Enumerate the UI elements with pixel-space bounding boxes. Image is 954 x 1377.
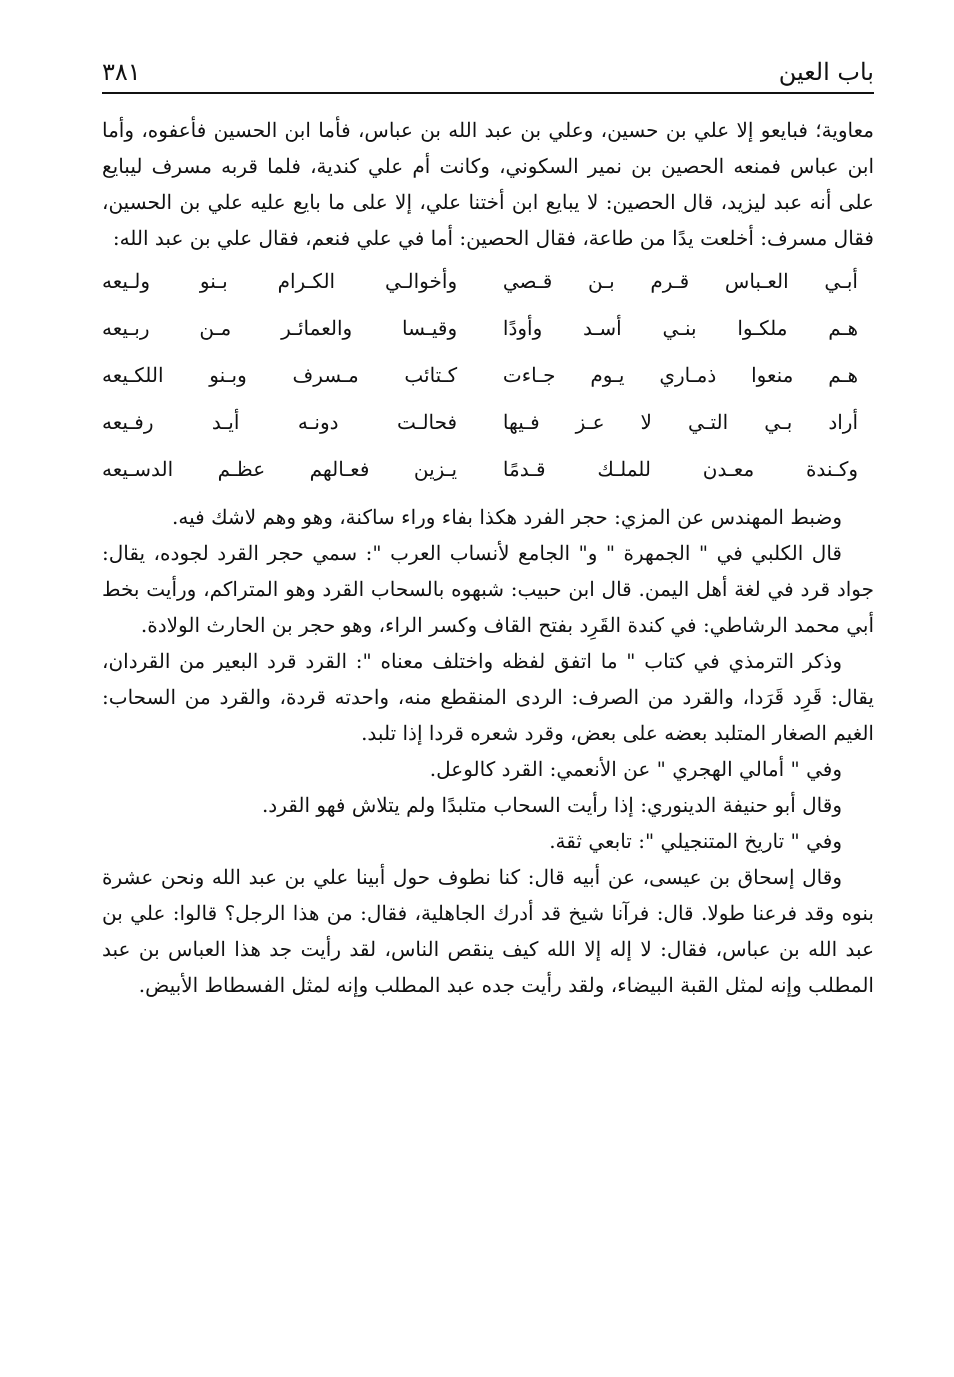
page-header: [102, 52, 874, 94]
chapter-title: باب العين: [778, 58, 874, 86]
page-number: ٣٨١: [102, 58, 141, 86]
verse-second-hemistich: يـزين فعـالهم عظـم الدسـيعه: [102, 457, 458, 481]
verse-second-hemistich: كـتائب مـسرف وبـنو اللكـيعه: [102, 363, 458, 387]
verse-second-hemistich: وقيـسا والعمائـر مـن ربـيعه: [102, 316, 458, 340]
verse-first-hemistich: هـم ملكـوا بنـي أسـد وأودًا: [502, 316, 858, 340]
paragraph: وذكر الترمذي في كتاب " ما اتفق لفظه واختلف معناه ": القرد قرد البعير من القردان، يقال: قَرِد قَرَدا، والقرد من الصرف: الردى المنقطع منه، واحدته قردة، والقرد من السحاب: الغيم الصغار المتلبد بعضه على بعض، وقرد شعره قردا إذا تلبد.: [102, 649, 874, 745]
poem-verse: [102, 446, 874, 493]
verse-first-hemistich: أبـي العـباس قـرم بـن قـصي: [502, 269, 858, 293]
verse-second-hemistich: وأخوالـي الكـرام بـنو ولـيعه: [102, 269, 458, 293]
verse-first-hemistich: وكـندة معـدن للملـك قـدمًا: [502, 457, 858, 481]
poem-verse: [102, 399, 874, 446]
paragraph: قال الكلبي في " الجمهرة " و" الجامع لأنساب العرب ": سمي حجر القرد لجوده، يقال: جواد قرد في لغة أهل اليمن. قال ابن حبيب: شبهوه بالسحاب القرد وهو المتراكم، ورأيت بخط أبي محمد الرشاطي: في كندة القَرِد بفتح القاف وكسر الراء، وهو حجر بن الحارث الولادة.: [102, 541, 874, 637]
page-body: [102, 112, 874, 1003]
verse-first-hemistich: هـم منعوا ذمـاري يـوم جـاءت: [502, 363, 858, 387]
poem-verse: [102, 305, 874, 352]
paragraph: وقال أبو حنيفة الدينوري: إذا رأيت السحاب متلبدًا ولم يتلاش فهو القرد.: [261, 793, 842, 817]
poem: [102, 258, 874, 493]
verse-first-hemistich: أراد بـي التـي لا عـز فـيها: [502, 410, 858, 434]
paragraph: وفي " تاريخ المتنجيلي ": تابعي ثقة.: [549, 829, 842, 853]
poem-verse: [102, 258, 874, 305]
paragraph: وقال إسحاق بن عيسى، عن أبيه قال: كنا نطوف حول أبينا علي بن عبد الله ونحن عشرة بنوه وقد فرعنا طولا. قال: فرآنا شيخ قد أدرك الجاهلية، فقال: من هذا الرجل؟ قالوا: علي بن عبد الله بن عباس، فقال: لا إله إلا الله كيف ينقص الناس، لقد رأيت جد هذا العباس بن عبد المطلب وإنه لمثل القبة البيضاء، ولقد رأيت جده عبد المطلب وإنه لمثل الفسطاط الأبيض.: [102, 865, 874, 997]
poem-verse: [102, 352, 874, 399]
verse-second-hemistich: فحالـت دونـه أيـد رفـيعه: [102, 410, 458, 434]
paragraph: وفي " أمالي الهجري " عن الأنعمي: القرد كالوعل.: [429, 757, 842, 781]
paragraph: معاوية؛ فبايعو إلا علي بن حسين، وعلي بن عبد الله بن عباس، فأما ابن الحسين فأعفوه، وأما ابن عباس فمنعه الحصين بن نمير السكوني، وكانت أم علي كندية، فلما قربه مسرف ليبايع على أنه عبد ليزيد، قال الحصين: لا يبايع ابن أختنا علي، إلا على ما بايع عليه علي بن الحسين، فقال مسرف: أخلعت يدًا من طاعة، فقال الحصين: أما في علي فنعم، فقال علي بن عبد الله:: [102, 118, 874, 250]
paragraph: وضبط المهندس عن المزي: حجر الفرد هكذا بفاء وراء ساكنة، وهو وهم لاشك فيه.: [172, 505, 842, 529]
